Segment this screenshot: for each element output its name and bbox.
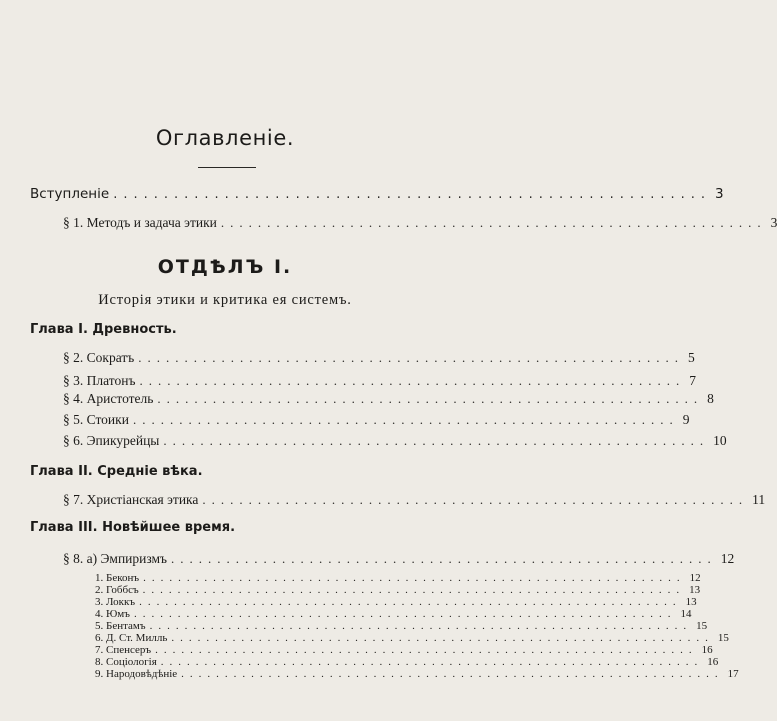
leader-dots: .............................................................. bbox=[171, 632, 714, 644]
toc-entry-page: 11 bbox=[752, 492, 766, 507]
toc-subentry-page: 14 bbox=[680, 608, 692, 620]
section-title: ОТДѢЛЪ I. bbox=[157, 256, 293, 278]
toc-entry bbox=[63, 373, 696, 389]
leader-dots: .............................................................. bbox=[143, 572, 686, 584]
toc-entry-page: 5 bbox=[687, 350, 695, 365]
chapter-heading: Глава I. Древность. bbox=[30, 322, 177, 337]
chapter-heading: Глава III. Новѣйшее время. bbox=[30, 520, 236, 535]
chapter-heading: Глава II. Средніе вѣка. bbox=[30, 464, 203, 479]
leader-dots: ........................................................... bbox=[220, 215, 767, 230]
leader-dots: ........................................................... bbox=[157, 391, 704, 406]
leader-dots: ........................................................... bbox=[202, 492, 749, 507]
toc-entry-label: § 5. Стоики bbox=[63, 412, 129, 427]
toc-entry bbox=[63, 391, 714, 407]
toc-entry-label: § 7. Христіанская этика bbox=[63, 492, 199, 507]
toc-entry-page: 3 bbox=[715, 186, 724, 202]
toc-subentry bbox=[95, 596, 697, 608]
toc-subentry-page: 13 bbox=[685, 596, 697, 608]
toc-entry-label: § 4. Аристотель bbox=[63, 391, 154, 406]
toc-subentry-label: 5. Бентамъ bbox=[95, 620, 146, 632]
toc-entry bbox=[63, 350, 695, 366]
toc-entry bbox=[63, 412, 690, 428]
toc-subentry bbox=[95, 668, 739, 680]
toc-subentry-label: 3. Локкъ bbox=[95, 596, 136, 608]
toc-entry-label: Вступленіе bbox=[30, 186, 110, 202]
toc-subentry-label: 7. Спенсеръ bbox=[95, 644, 152, 656]
leader-dots: .............................................................. bbox=[160, 656, 704, 668]
toc-entry-page: 7 bbox=[689, 373, 696, 388]
toc-subentry bbox=[95, 620, 708, 632]
toc-entry-page: 3 bbox=[770, 215, 777, 230]
toc-entry-page: 8 bbox=[707, 391, 714, 406]
toc-subentry-page: 13 bbox=[689, 584, 701, 596]
toc-subentry-label: 9. Народовѣдѣніе bbox=[95, 668, 178, 680]
toc-subentry bbox=[95, 656, 719, 668]
toc-subentry bbox=[95, 644, 713, 656]
toc-subentry-label: 2. Гоббсъ bbox=[95, 584, 139, 596]
toc-subentry-page: 12 bbox=[689, 572, 701, 584]
toc-subentry-page: 17 bbox=[727, 668, 739, 680]
page-title: Оглавленіе. bbox=[155, 126, 295, 150]
toc-entry bbox=[63, 551, 735, 567]
leader-dots: .............................................................. bbox=[155, 644, 698, 656]
leader-dots: ........................................................... bbox=[163, 433, 710, 448]
toc-entry-label: § 6. Эпикурейцы bbox=[63, 433, 160, 448]
toc-subentry-label: 6. Д. Ст. Милль bbox=[95, 632, 168, 644]
leader-dots: ........................................................... bbox=[171, 551, 717, 566]
toc-subentry bbox=[95, 632, 729, 644]
leader-dots: ........................................................... bbox=[138, 350, 684, 365]
leader-dots: ........................................................... bbox=[139, 373, 686, 388]
toc-entry-page: 10 bbox=[713, 433, 727, 448]
toc-subentry-label: 4. Юмъ bbox=[95, 608, 130, 620]
toc-entry-label: § 8. а) Эмпиризмъ bbox=[63, 551, 168, 566]
toc-entry bbox=[63, 433, 727, 449]
toc-subentry bbox=[95, 572, 701, 584]
leader-dots: .............................................................. bbox=[149, 620, 693, 632]
leader-dots: .............................................................. bbox=[181, 668, 724, 680]
toc-subentry bbox=[95, 584, 701, 596]
toc-subentry-label: 1. Беконъ bbox=[95, 572, 140, 584]
toc-subentry-label: 8. Соціологія bbox=[95, 656, 157, 668]
toc-entry-intro bbox=[30, 186, 724, 202]
leader-dots: .............................................................. bbox=[139, 596, 682, 608]
toc-subentry bbox=[95, 608, 692, 620]
toc-subentry-page: 16 bbox=[701, 644, 713, 656]
toc-entry-label: § 3. Платонъ bbox=[63, 373, 136, 388]
toc-entry bbox=[63, 492, 766, 508]
toc-subentry-page: 15 bbox=[717, 632, 729, 644]
leader-dots: .............................................................. bbox=[133, 608, 677, 620]
toc-entry-label: § 2. Сократъ bbox=[63, 350, 135, 365]
toc-subentry-page: 16 bbox=[707, 656, 719, 668]
toc-entry-label: § 1. Методъ и задача этики bbox=[63, 215, 217, 230]
leader-dots: .............................................................. bbox=[142, 584, 686, 596]
toc-entry-page: 12 bbox=[720, 551, 735, 566]
toc-entry-method bbox=[63, 215, 777, 231]
toc-subentry-page: 15 bbox=[696, 620, 708, 632]
leader-dots: ........................................................... bbox=[113, 187, 711, 202]
title-divider bbox=[198, 167, 256, 168]
leader-dots: ........................................................... bbox=[132, 412, 679, 427]
section-subtitle: Исторія этики и критика ея системъ. bbox=[98, 292, 352, 308]
toc-entry-page: 9 bbox=[682, 412, 690, 427]
